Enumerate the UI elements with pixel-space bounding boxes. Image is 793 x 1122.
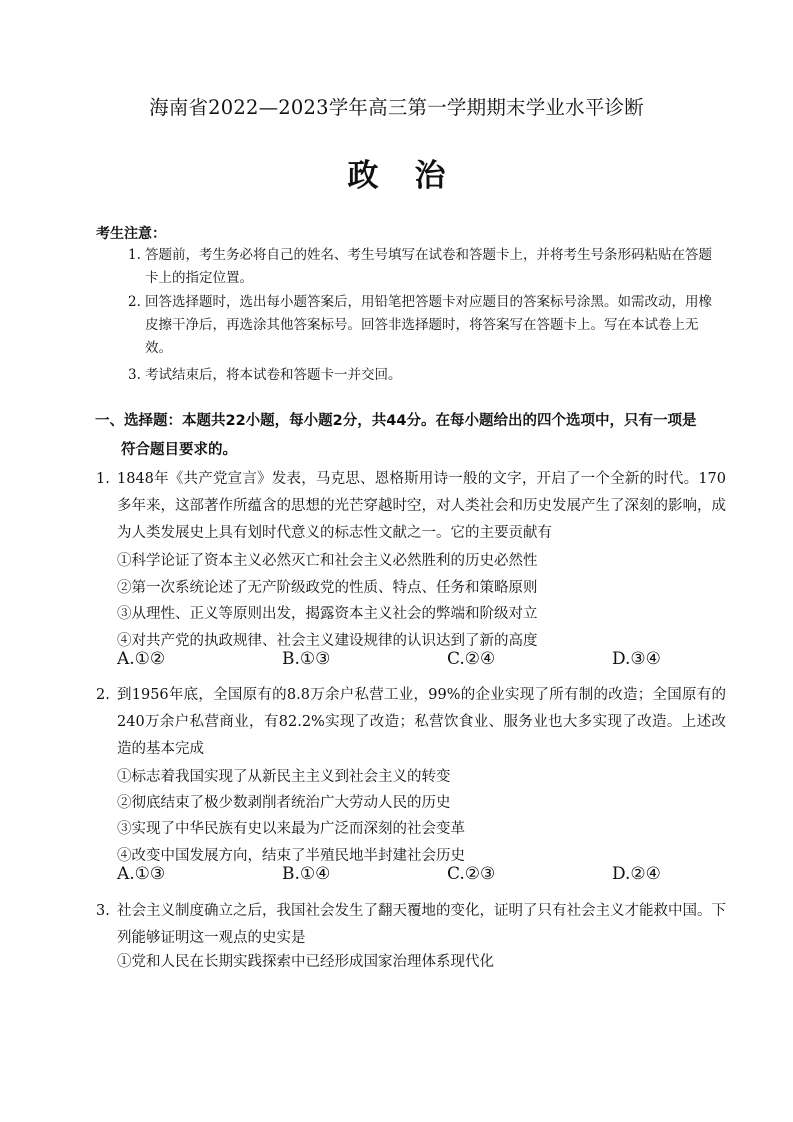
answer-choices [117,649,677,673]
statement-option: ②彻底结束了极少数剥削者统治广大劳动人民的历史 [117,795,451,811]
statement-option: ①标志着我国实现了从新民主主义到社会主义的转变 [117,769,451,785]
statement-option: ①党和人民在长期实践探索中已经形成国家治理体系现代化 [117,954,494,970]
subject-char: 治 [414,158,446,194]
question-1-stem [96,466,726,547]
notice-title: 考生注意： [96,226,166,242]
statement-option: ④对共产党的执政规律、社会主义建设规律的认识达到了新的高度 [117,633,538,649]
notice-item-text: 答题前，考生务必将自己的姓名、考生号填写在试卷和答题卡上，并将考生号条形码粘贴在答题卡上的指定位置。 [145,247,712,286]
answer-choice-a: A.①② [117,649,166,669]
question-stem-text: 1848年《共产党宣言》发表，马克思、恩格斯用诗一般的文字，开启了一个全新的时代。170多年来，这部著作所蕴含的思想的光芒穿越时空，对人类社会和历史发展产生了深刻的影响，成为人类发展史上具有划时代意义的标志性文献之一。它的主要贡献有 [117,471,726,541]
answer-choices [117,864,677,888]
notice-item-number: 3. [128,367,141,383]
answer-choice-d: D.②④ [612,864,661,884]
notice-item [128,244,718,290]
answer-choice-d: D.③④ [612,649,661,669]
question-number: 2. [96,687,110,703]
subject-char: 政 [347,158,379,194]
question-stem-text: 到1956年底，全国原有的8.8万余户私营工业，99%的企业实现了所有制的改造；全国原有的240万余户私营商业，有82.2%实现了改造；私营饮食业、服务业也大多实现了改造。上述改造的基本完成 [117,687,726,757]
question-2-stem [96,682,726,763]
question-stem-text: 社会主义制度确立之后，我国社会发生了翻天覆地的变化，证明了只有社会主义才能救中国。下列能够证明这一观点的史实是 [117,903,726,946]
statement-option: ③实现了中华民族有史以来最为广泛而深刻的社会变革 [117,821,465,837]
notice-item-text: 回答选择题时，选出每小题答案后，用铅笔把答题卡对应题目的答案标号涂黑。如需改动，用橡皮擦干净后，再选涂其他答案标号。回答非选择题时，将答案写在答题卡上。写在本试卷上无效。 [145,294,712,356]
notice-item-text: 考试结束后，将本试卷和答题卡一并交回。 [145,367,402,383]
question-number: 3. [96,903,110,919]
statement-option: ③从理性、正义等原则出发，揭露资本主义社会的弊端和阶级对立 [117,606,538,622]
statement-option: ②第一次系统论述了无产阶级政党的性质、特点、任务和策略原则 [117,580,538,596]
notice-item [128,291,718,360]
statement-option: ④改变中国发展方向，结束了半殖民地半封建社会历史 [117,848,465,864]
exam-title: 海南省2022—2023学年高三第一学期期末学业水平诊断 [149,96,644,119]
answer-choice-b: B.①④ [282,864,331,884]
notice-item [128,364,718,387]
notice-item-number: 1. [128,247,141,263]
statement-option: ①科学论证了资本主义必然灭亡和社会主义必然胜利的历史必然性 [117,553,538,569]
question-3-stem [96,898,726,952]
section-heading-line: 一、选择题：本题共22小题，每小题2分，共44分。在每小题给出的四个选项中，只有一项是 [95,413,697,429]
section-heading [95,407,735,465]
answer-choice-c: C.②③ [447,864,496,884]
answer-choice-a: A.①③ [117,864,166,884]
answer-choice-b: B.①③ [282,649,331,669]
answer-choice-c: C.②④ [447,649,496,669]
section-heading-line: 符合题目要求的。 [121,442,237,458]
subject-title [0,150,793,195]
question-number: 1. [96,471,110,487]
notice-item-number: 2. [128,294,141,310]
